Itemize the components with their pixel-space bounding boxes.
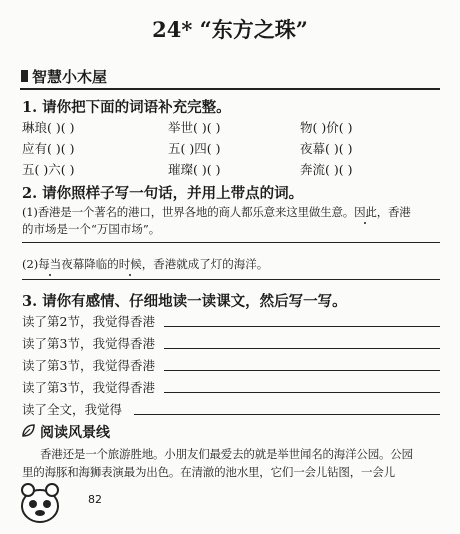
q1-item: 举世( )( ) [168, 120, 221, 135]
q2-title: 2. 请你照样子写一句话，并用上带点的词。 [22, 185, 304, 202]
reading-title: 阅读风景线 [40, 425, 110, 441]
mascot-icon [16, 478, 64, 526]
leaf-icon [20, 423, 36, 439]
q3-title: 3. 请你有感情、仔细地读一读课文，然后写一写。 [22, 293, 347, 310]
q3-line-label: 读了第3节，我觉得香港 [22, 358, 155, 373]
q1-item: 琳琅( )( ) [22, 120, 75, 135]
answer-line[interactable] [22, 279, 440, 280]
section-title: 智慧小木屋 [32, 68, 108, 86]
pencil-icon [20, 70, 29, 82]
q1-item: 五( )四( ) [168, 141, 221, 156]
page-title: 24* “东方之珠” [152, 17, 308, 42]
answer-line[interactable] [164, 370, 440, 371]
q1-title: 1. 请你把下面的词语补充完整。 [22, 99, 231, 116]
reading-text: 香港还是一个旅游胜地。小朋友们最爱去的就是举世闻名的海洋公园。公园 [40, 447, 413, 461]
q3-line-label: 读了第3节，我觉得香港 [22, 380, 155, 395]
q2-example-1: (1)香港是一个著名的港口，世界各地的商人都乐意来这里做生意。因此，香港 [22, 205, 411, 219]
answer-line[interactable] [164, 326, 440, 327]
q1-item: 璀璨( )( ) [168, 162, 221, 177]
answer-line[interactable] [164, 348, 440, 349]
q3-line-label: 读了第3节，我觉得香港 [22, 336, 155, 351]
page-number: 82 [88, 493, 102, 506]
reading-text: 里的海豚和海狮表演最为出色。在清澈的池水里，它们一会儿钻图，一会儿 [22, 465, 395, 479]
dotted-word: 每当 [38, 257, 62, 271]
answer-line[interactable] [22, 242, 440, 243]
q1-item: 应有( )( ) [22, 141, 75, 156]
q3-line-label: 读了第2节，我觉得香港 [22, 314, 155, 329]
dotted-word: 时候 [118, 257, 142, 271]
q1-item: 物( )价( ) [300, 120, 353, 135]
section-divider [20, 88, 440, 90]
q1-item: 夜幕( )( ) [300, 141, 353, 156]
dotted-word: 因此 [354, 205, 377, 219]
q1-item: 奔流( )( ) [300, 162, 353, 177]
q1-item: 五( )六( ) [22, 162, 75, 177]
q3-line-label: 读了全文，我觉得 [22, 402, 123, 417]
q2-example-2: (2)每当夜幕降临的时候，香港就成了灯的海洋。 [22, 257, 269, 271]
answer-line[interactable] [164, 392, 440, 393]
q2-example-1-cont: 的市场是一个“万国市场”。 [22, 222, 161, 236]
answer-line[interactable] [134, 414, 440, 415]
